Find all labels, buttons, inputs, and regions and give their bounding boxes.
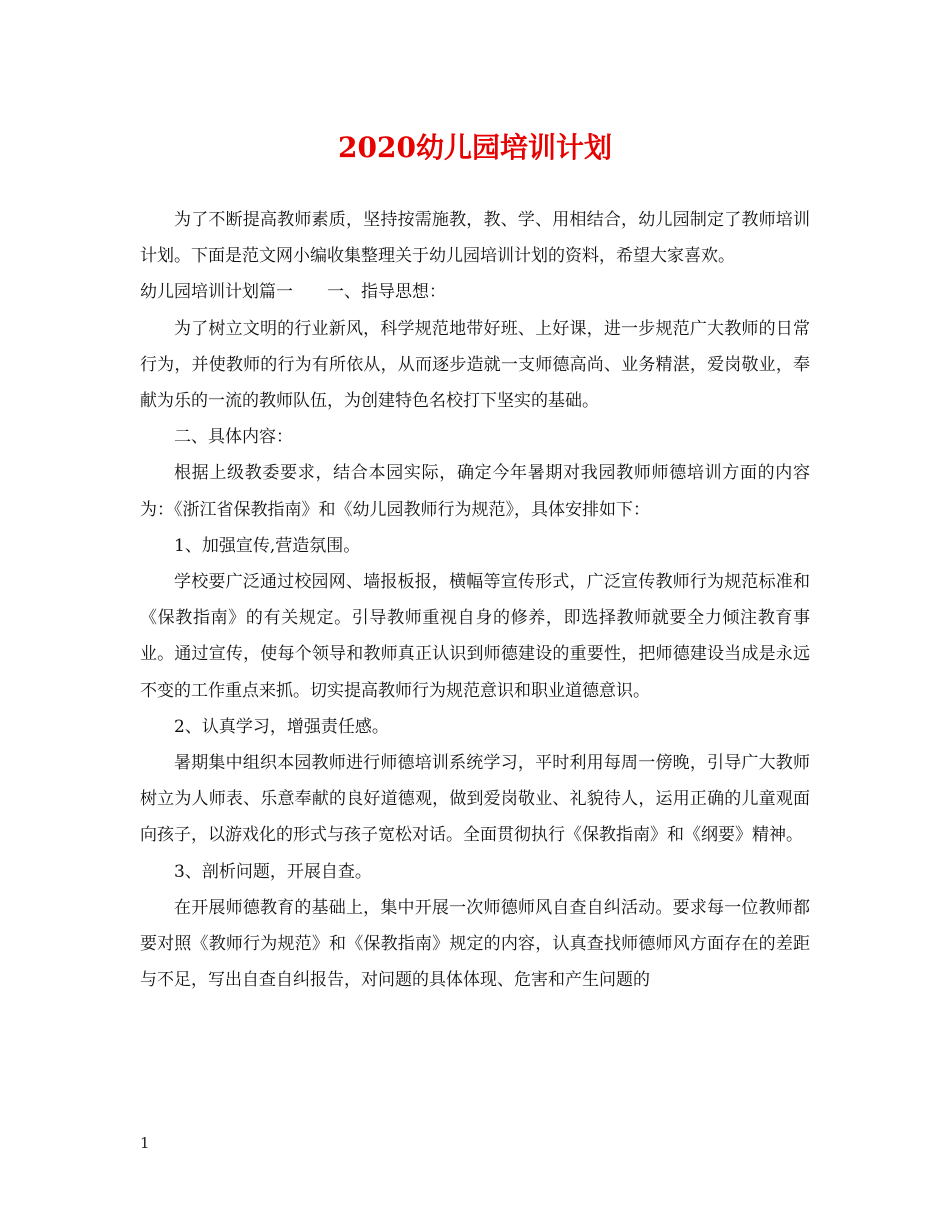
section-heading-content: 二、具体内容： <box>174 427 293 448</box>
document-title: 2020幼儿园培训计划 <box>338 131 612 164</box>
item-heading-3: 3、剖析问题，开展自查。 <box>174 861 372 882</box>
page-number: 1 <box>140 1134 150 1152</box>
intro-paragraph: 为了不断提高教师素质，坚持按需施教，教、学、用相结合，幼儿园制定了教师培训计划。下面是范文网小编收集整理关于幼儿园培训计划的资料，希望大家喜欢。 <box>140 210 810 267</box>
item-paragraph-1: 学校要广泛通过校园网、墙报板报，横幅等宣传形式，广泛宣传教师行为规范标准和《保教指南》的有关规定。引导教师重视自身的修养，即选择教师就要全力倾注教育事业。通过宣传，使每个领导和教师真正认识到师德建设的重要性，把师德建设当成是永远不变的工作重点来抓。切实提高教师行为规范意识和职业道德意识。 <box>140 572 810 701</box>
content-intro-paragraph: 根据上级教委要求，结合本园实际，确定今年暑期对我园教师师德培训方面的内容为：《浙江省保教指南》和《幼儿园教师行为规范》，具体安排如下： <box>140 463 810 520</box>
section-heading-guiding-idea: 幼儿园培训计划篇一 一、指导思想： <box>140 282 446 303</box>
item-paragraph-2: 暑期集中组织本园教师进行师德培训系统学习，平时利用每周一傍晚，引导广大教师树立为人师表、乐意奉献的良好道德观，做到爱岗敬业、礼貌待人，运用正确的儿童观面向孩子，以游戏化的形式与孩子宽松对话。全面贯彻执行《保教指南》和《纲要》精神。 <box>140 753 810 846</box>
item-heading-2: 2、认真学习，增强责任感。 <box>174 716 389 737</box>
item-paragraph-3: 在开展师德教育的基础上，集中开展一次师德师风自查自纠活动。要求每一位教师都要对照《教师行为规范》和《保教指南》规定的内容，认真查找师德师风方面存在的差距与不足，写出自查自纠报告，对问题的具体体现、危害和产生问题的 <box>140 897 810 991</box>
item-heading-1: 1、加强宣传,营造氛围。 <box>174 535 361 556</box>
guiding-idea-paragraph: 为了树立文明的行业新风，科学规范地带好班、上好课，进一步规范广大教师的日常行为，并使教师的行为有所依从，从而逐步造就一支师德高尚、业务精湛，爱岗敬业，奉献为乐的一流的教师队伍，为创建特色名校打下坚实的基础。 <box>140 318 810 412</box>
document-body <box>140 202 810 998</box>
